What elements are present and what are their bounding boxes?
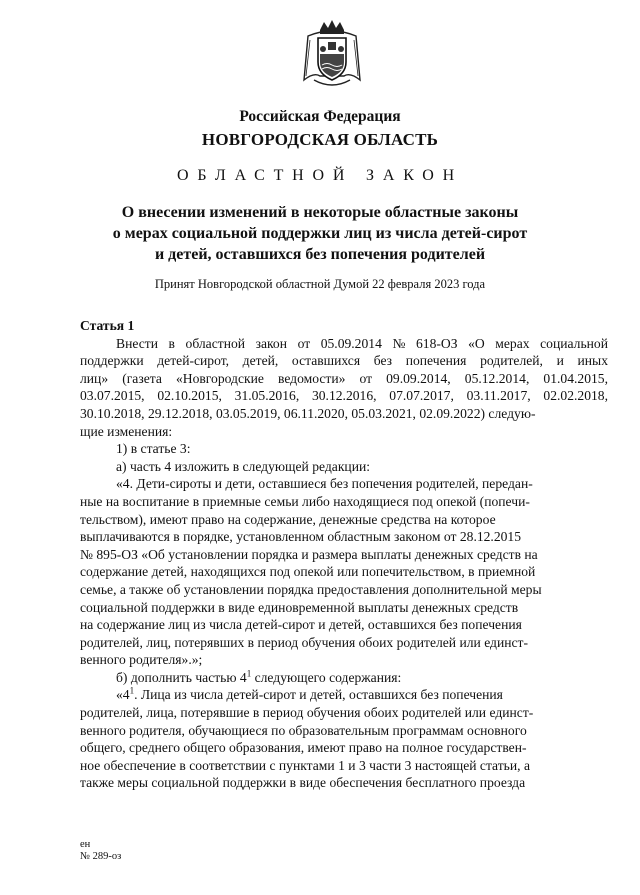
- text-line: общего, среднего общего образования, имеют право на полное государствен-: [80, 740, 527, 756]
- text-line: щие изменения:: [80, 423, 173, 439]
- quoted-part-4: [80, 475, 608, 669]
- text-line: социальной поддержки в виде единовременной выплаты денежных средств: [80, 599, 519, 615]
- law-title-line: и детей, оставшихся без попечения родителей: [154, 246, 486, 263]
- quoted-part-4-1: [80, 686, 608, 792]
- text-line: на содержание лиц из числа детей-сирот и детей, оставшихся без попечения: [80, 617, 522, 633]
- law-type: ОБЛАСТНОЙ ЗАКОН: [176, 167, 463, 184]
- text-line: ные на воспитание в приемные семьи либо находящиеся под опекой (попечи-: [80, 493, 530, 509]
- text-line: № 895-ОЗ «Об установлении порядка и размера выплаты денежных средств на: [80, 546, 538, 562]
- text-line: венного родителя».»;: [80, 652, 203, 668]
- region-name: НОВГОРОДСКАЯ ОБЛАСТЬ: [201, 130, 439, 149]
- list-item: 1) в статье 3:: [116, 441, 191, 457]
- text-line: 03.07.2015, 02.10.2015, 31.05.2016, 30.12.2016, 07.07.2017, 03.11.2017, 02.02.2018,: [80, 388, 608, 404]
- text-line: содержание детей, находящихся под опекой или попечительством, в приемной: [80, 564, 536, 580]
- text-line: лиц» (газета «Новгородские ведомости» от 09.09.2014, 05.12.2014, 01.04.2015,: [80, 370, 608, 386]
- text-line: поддержки детей-сирот, детей, оставшихся без попечения родителей, и иных: [80, 353, 608, 369]
- text-line: родителей, лица, потерявшие в период обучения обоих родителей или единст-: [80, 705, 534, 721]
- article-heading: Статья 1: [80, 318, 135, 333]
- country-name: Российская Федерация: [239, 108, 401, 125]
- author-initials: ен: [80, 839, 91, 850]
- list-item: а) часть 4 изложить в следующей редакции:: [116, 458, 371, 474]
- text-line: ное обеспечение в соответствии с пунктами 1 и 3 части 3 настоящей статьи, а: [80, 757, 530, 773]
- text-line: также меры социальной поддержки в виде обеспечения бесплатного проезда: [80, 775, 526, 791]
- text-line: родителей, лиц, потерявших в период обучения обоих родителей или единст-: [80, 634, 529, 650]
- law-title: [0, 202, 640, 265]
- page-footer: [80, 839, 121, 863]
- text-line: семье, а также об установлении порядка предоставления дополнительной меры: [80, 581, 542, 597]
- coat-of-arms-icon: [300, 18, 364, 90]
- law-title-line: О внесении изменений в некоторые областные законы: [121, 204, 519, 221]
- text-line: выплачиваются в порядке, установленном областным законом от 28.12.2015: [80, 529, 522, 545]
- text-line: «4. Дети-сироты и дети, оставшиеся без попечения родителей, передан-: [116, 476, 533, 492]
- article-intro: [80, 335, 608, 441]
- document-number: № 289-оз: [80, 851, 122, 862]
- text-line: Внести в областной закон от 05.09.2014 № 618-ОЗ «О мерах социальной: [116, 335, 608, 351]
- list-item: б) дополнить частью $4^1$ следующего содержания:: [116, 668, 402, 685]
- law-title-line: о мерах социальной поддержки лиц из числа детей-сирот: [112, 225, 528, 242]
- adoption-note: Принят Новгородской областной Думой 22 февраля 2023 года: [154, 277, 486, 291]
- text-line: 30.10.2018, 29.12.2018, 03.05.2019, 06.11.2020, 05.03.2021, 02.09.2022) следую-: [80, 405, 536, 421]
- text-line: «$4^1$. Лица из числа детей-сирот и детей, оставшихся без попечения: [116, 685, 503, 703]
- law-body: [80, 317, 608, 792]
- text-line: тельством), имеют право на содержание, денежные средства на которое: [80, 511, 496, 527]
- text-line: венного родителя, обучающиеся по образовательным программам основного: [80, 722, 527, 738]
